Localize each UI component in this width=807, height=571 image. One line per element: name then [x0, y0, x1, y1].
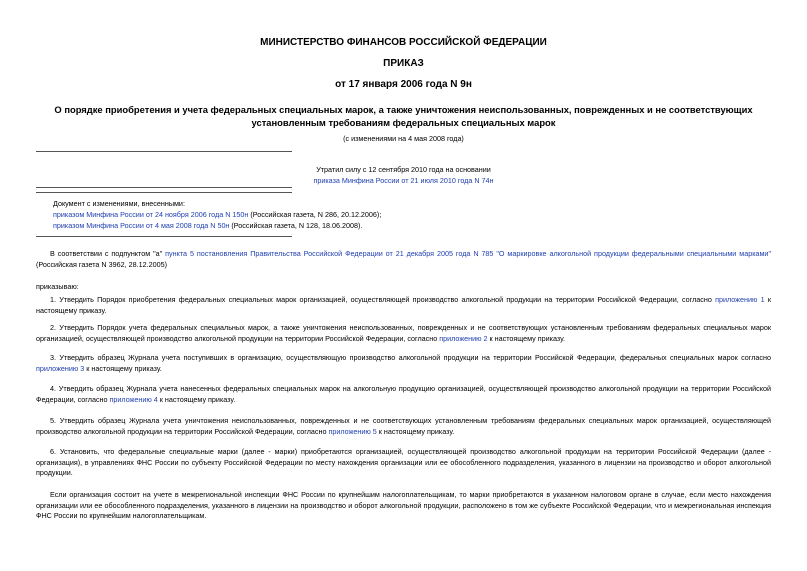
lost-force-text: Утратил силу с 12 сентября 2010 года на основании	[316, 165, 491, 174]
changes-item-1-rest: (Российская газета, N 286, 20.12.2006);	[248, 210, 382, 219]
item-text: к настоящему приказу.	[376, 426, 455, 436]
item-text: 3. Утвердить образец Журнала учета поступивших в организацию, осуществляющую производство алкогольной продукции на территории Российской Федерации, федеральных специальных марок согласно	[50, 353, 771, 362]
appendix-link-4[interactable]: приложению 4	[109, 394, 158, 404]
doc-type-heading: ПРИКАЗ	[383, 58, 424, 69]
item-text: 6. Установить, что федеральные специальные марки (далее - марки) приобретаются организацией, осуществляющей производство алкогольной продукции на территории Российской Федерации (далее - организация), в управлениях ФНС России по субъекту Российской Федерации по месту нахождения организации или ее обособленного подразделения, указанного в лицензии на производство и оборот алкогольной продукции.	[36, 447, 771, 478]
changes-link-2[interactable]: приказом Минфина России от 4 мая 2008 года N 50н	[53, 221, 230, 230]
preamble-text-2: (Российская газета N 3962, 28.12.2005)	[36, 259, 167, 269]
list-item	[36, 384, 771, 405]
order-word: приказываю:	[36, 282, 79, 291]
list-item	[36, 416, 771, 437]
doc-title	[36, 103, 771, 129]
preamble-paragraph	[36, 249, 771, 270]
list-item	[36, 490, 771, 522]
item-text: к настоящему приказу.	[84, 363, 162, 373]
divider	[36, 187, 292, 188]
list-item	[36, 323, 771, 344]
appendix-link-1[interactable]: приложению 1	[715, 295, 765, 304]
item-text: 5. Утвердить образец Журнала учета уничтожения неиспользованных, поврежденных и не соответствующих установленным требованиям федеральных специальных марок организацией, осуществляющей производство алкогольной продукции на территории Российской Федерации, согласно	[36, 416, 771, 436]
item-text: 4. Утвердить образец Журнала учета нанесенных федеральных специальных марок на алкогольную продукцию организацией, осуществляющей производство алкогольной продукции на территории Российской Федерации, согласно	[36, 384, 771, 404]
appendix-link-3[interactable]: приложению 3	[36, 363, 85, 373]
list-item	[36, 353, 771, 374]
doc-title-line-2: установленным требованиям федеральных специальных марок	[251, 117, 556, 128]
doc-title-line-1: О порядке приобретения и учета федеральных специальных марок, а также уничтожения неиспользованных, поврежденных и не соответствующих	[54, 104, 753, 115]
amended-note: (с изменениями на 4 мая 2008 года)	[343, 134, 464, 143]
changes-item-2	[53, 221, 362, 231]
item-text: 2. Утвердить Порядок учета федеральных специальных марок, а также уничтожения неиспользованных, поврежденных и не соответствующих установленным требованиям федеральных специальных марок организацией, осуществляющей производство алкогольной продукции на территории Российской Федерации, согласно	[36, 323, 771, 343]
list-item	[36, 295, 771, 316]
item-text: к настоящему приказу.	[36, 295, 771, 315]
appendix-link-5[interactable]: приложению 5	[328, 426, 377, 436]
item-text: Если организация состоит на учете в межрегиональной инспекции ФНС России по крупнейшим налогоплательщикам, то марки приобретаются в указанном налоговом органе в случае, если место нахождения организации или ее обособленного подразделения, указанного в лицензии на производство и оборот алкогольной продукции, расположено в том же субъекте Российской Федерации, что и межрегиональная инспекция ФНС России по крупнейшим налогоплательщикам.	[36, 490, 771, 521]
doc-date-heading: от 17 января 2006 года N 9н	[335, 79, 472, 90]
lost-force-link[interactable]: приказа Минфина России от 21 июля 2010 года N 74н	[313, 176, 494, 185]
item-text: 1. Утвердить Порядок приобретения федеральных специальных марок организацией, осуществляющей производство алкогольной продукции на территории Российской Федерации, согласно	[50, 295, 716, 304]
list-item	[36, 447, 771, 479]
appendix-link-2[interactable]: приложению 2	[439, 333, 488, 343]
changes-link-1[interactable]: приказом Минфина России от 24 ноября 2006 года N 150н	[53, 210, 249, 219]
changes-intro: Документ с изменениями, внесенными:	[53, 199, 185, 208]
divider	[36, 236, 292, 237]
item-text: к настоящему приказу.	[157, 394, 236, 404]
item-text: к настоящему приказу.	[487, 333, 565, 343]
changes-item-2-rest: (Российская газета, N 128, 18.06.2008).	[229, 221, 363, 230]
lost-force-link-wrap	[0, 176, 807, 186]
divider	[36, 151, 292, 152]
preamble-link[interactable]: пункта 5 постановления Правительства Российской Федерации от 21 декабря 2005 года N 785 "О маркировке алкогольной продукции федеральными специальными марками"	[165, 249, 771, 258]
divider	[36, 192, 292, 193]
preamble-text-1: В соответствии с подпунктом "а"	[50, 249, 166, 258]
changes-item-1	[53, 210, 381, 220]
ministry-heading: МИНИСТЕРСТВО ФИНАНСОВ РОССИЙСКОЙ ФЕДЕРАЦИИ	[260, 37, 547, 48]
